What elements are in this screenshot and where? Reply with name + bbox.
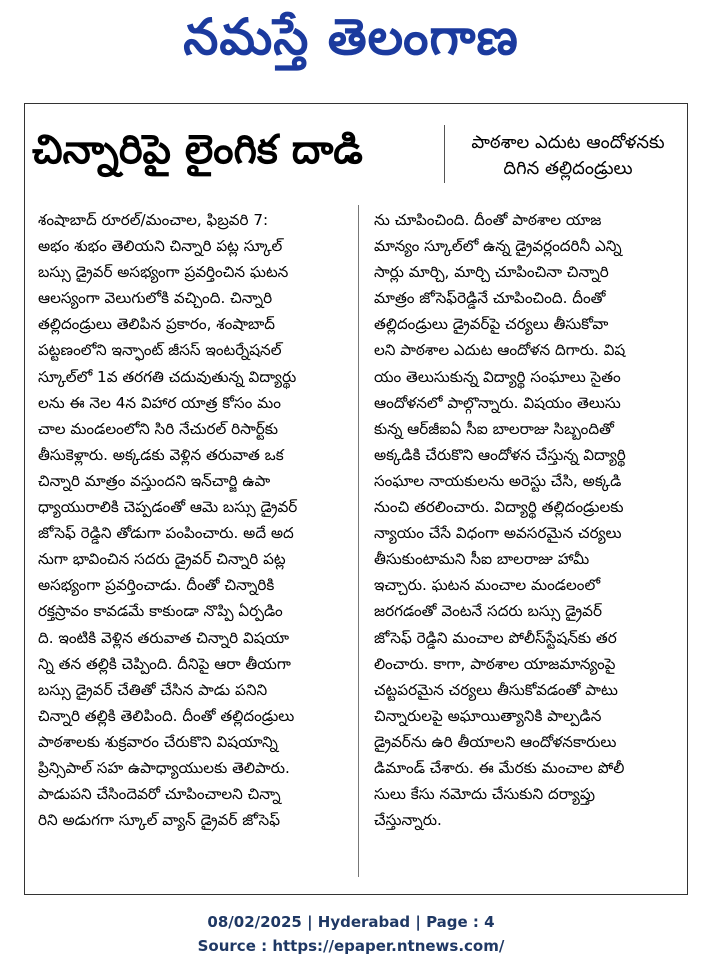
headline-divider [444, 125, 445, 183]
subhead-line: దిగిన తల్లిదండ్రులు [503, 158, 633, 180]
article-text-line: ఇచ్చారు. ఘటన మంచాల మండలంలో [374, 576, 601, 595]
column-divider [358, 205, 359, 877]
masthead [0, 0, 702, 86]
article-text-line: కున్న ఆర్‌జీఐఏ సీఐ బాలరాజు సిబ్బందితో [374, 419, 614, 438]
article-text-line: సార్లు మార్చి, మార్చి చూపించినా చిన్నారి [374, 263, 609, 282]
article-text-line: లను ఈ నెల 4న విహార యాత్ర కోసం మం [38, 393, 281, 412]
article-text-line: అక్కడికి చేరుకొని ఆందోళన చేస్తున్న విద్యార్థి [374, 445, 626, 464]
article-column-right [374, 207, 680, 833]
article-text-line: అసభ్యంగా ప్రవర్తించాడు. దీంతో చిన్నారికి [38, 576, 275, 595]
article-text-line: బస్సు డ్రైవర్ చేతితో చేసిన పాడు పనిని [38, 680, 268, 699]
article-text-line: అభం శుభం తెలియని చిన్నారి పట్ల స్కూల్ [38, 237, 283, 256]
article-text-line: ప్రిన్సిపాల్ సహ ఉపాధ్యాయులకు తెలిపారు. [38, 758, 290, 777]
article-text-line: సులు కేసు నమోదు చేసుకుని దర్యాప్తు [374, 785, 596, 804]
article-text-line: యం తెలుసుకున్న విద్యార్థి సంఘాలు సైతం [374, 367, 621, 386]
article-text-line: ది. ఇంటికి వెళ్లిన తరువాత చిన్నారి విషయా [38, 628, 290, 647]
article-text-line: ధ్యాయురాలికి చెప్పడంతో ఆమె బస్సు డ్రైవర్ [38, 498, 298, 517]
newspaper-logo: నమస్తే తెలంగాణ [183, 7, 519, 66]
article-text-line: చిన్నారి మాత్రం వస్తుందని ఇన్‌చార్జి ఉపా [38, 471, 271, 490]
article-text-line: ఆందోళనలో పాల్గొన్నారు. విషయం తెలుసు [374, 393, 621, 412]
page-footer [0, 910, 702, 958]
article-text-line: ఆలస్యంగా వెలుగులోకి వచ్చింది. చిన్నారి [38, 289, 273, 308]
article-text-line: న్యాయం చేసే విధంగా అవసరమైన చర్యలు [374, 524, 622, 543]
article-text-line: మాత్రం జోసెఫ్‌రెడ్డినే చూపించింది. దీంతో [374, 289, 606, 308]
article-text-line: లని పాఠశాల ఎదుట ఆందోళన దిగారు. విష [374, 341, 626, 360]
article-headline: చిన్నారిపై లైంగిక దాడి [32, 127, 363, 173]
article-text-line: తల్లిదండ్రులు తెలిపిన ప్రకారం, శంషాబాద్ [38, 315, 275, 334]
article-text-line: జోసెఫ్ రెడ్డిని తోడుగా పంపించారు. అదే అద [38, 524, 294, 543]
article-text-line: చిన్నారులపై అఘాయిత్యానికి పాల్పడిన [374, 706, 602, 725]
article-text-line: నుంచి తరలించారు. విద్యార్థి తల్లిదండ్రులకు [374, 498, 624, 517]
article-text-line: తల్లిదండ్రులు డ్రైవర్‌పై చర్యలు తీసుకోవా [374, 315, 609, 334]
article-text-line: సంఘాల నాయకులను అరెస్టు చేసి, అక్కడి [374, 471, 622, 490]
article-subheading [452, 127, 684, 179]
article-text-line: చిన్నారి తల్లికి తెలిపింది. దీంతో తల్లిదండ్రులు [38, 706, 295, 725]
article-text-line: లించారు. కాగా, పాఠశాల యాజమాన్యంపై [374, 654, 616, 673]
article-text-line: స్కూల్‌లో 1వ తరగతి చదువుతున్న విద్యార్థు [38, 367, 297, 386]
edition-info: 08/02/2025 | Hyderabad | Page : 4 [207, 913, 495, 931]
article-text-line: పాఠశాలకు శుక్రవారం చేరుకొని విషయాన్ని [38, 732, 278, 751]
article-text-line: పాడుపని చేసిందెవరో చూపించాలని చిన్నా [38, 785, 281, 804]
article-text-line: తీసుకెళ్లారు. అక్కడకు వెళ్లిన తరువాత ఒక [38, 445, 284, 464]
article-text-line: చట్టపరమైన చర్యలు తీసుకోవడంతో పాటు [374, 680, 618, 699]
article-text-line: డ్రైవర్‌ను ఉరి తీయాలని ఆందోళనకారులు [374, 732, 617, 751]
article-text-line: చేస్తున్నారు. [374, 811, 442, 830]
article-text-line: జోసెఫ్ రెడ్డిని మంచాల పోలీస్‌స్టేషన్‌కు తర [374, 628, 617, 647]
subhead-line: పాఠశాల ఎదుట ఆందోళనకు [471, 132, 665, 153]
article-text-line: తీసుకుంటామని సీఐ బాలరాజు హామీ [374, 550, 590, 569]
article-text-line: పట్టణంలోని ఇన్ఫాంట్ జీసస్ ఇంటర్నేషనల్ [38, 341, 282, 360]
article-text-line: జరగడంతో వెంటనే సదరు బస్సు డ్రైవర్ [374, 602, 602, 621]
article-text-line: శంషాబాద్ రూరల్/మంచాల, ఫిబ్రవరి 7: [38, 211, 269, 229]
article-column-left [38, 207, 344, 833]
article-text-line: రక్తస్రావం కావడమే కాకుండా నొప్పి ఏర్పడిం [38, 602, 283, 621]
article-text-line: డిమాండ్ చేశారు. ఈ మేరకు మంచాల పోలీ [374, 758, 625, 777]
article-text-line: రిని అడుగగా స్కూల్ వ్యాన్ డ్రైవర్ జోసెఫ్ [38, 811, 281, 830]
source-url: Source : https://epaper.ntnews.com/ [197, 937, 505, 955]
headline-row [24, 103, 688, 199]
article-text-line: నుగా భావించిన సదరు డ్రైవర్ చిన్నారి పట్ల [38, 550, 286, 569]
article-text-line: బస్సు డ్రైవర్ అసభ్యంగా ప్రవర్తించిన ఘటన [38, 263, 289, 282]
article-text-line: న్ని తన తల్లికి చెప్పింది. దీనిపై ఆరా తీయగా [38, 654, 291, 673]
article-text-line: మాన్యం స్కూల్‌లో ఉన్న డ్రైవర్లందరినీ ఎన్ని [374, 237, 622, 256]
article-text-line: ను చూపించింది. దీంతో పాఠశాల యాజ [374, 211, 602, 229]
article-text-line: చాల మండలంలోని సిరి నేచురల్ రిసార్ట్‌కు [38, 419, 278, 438]
